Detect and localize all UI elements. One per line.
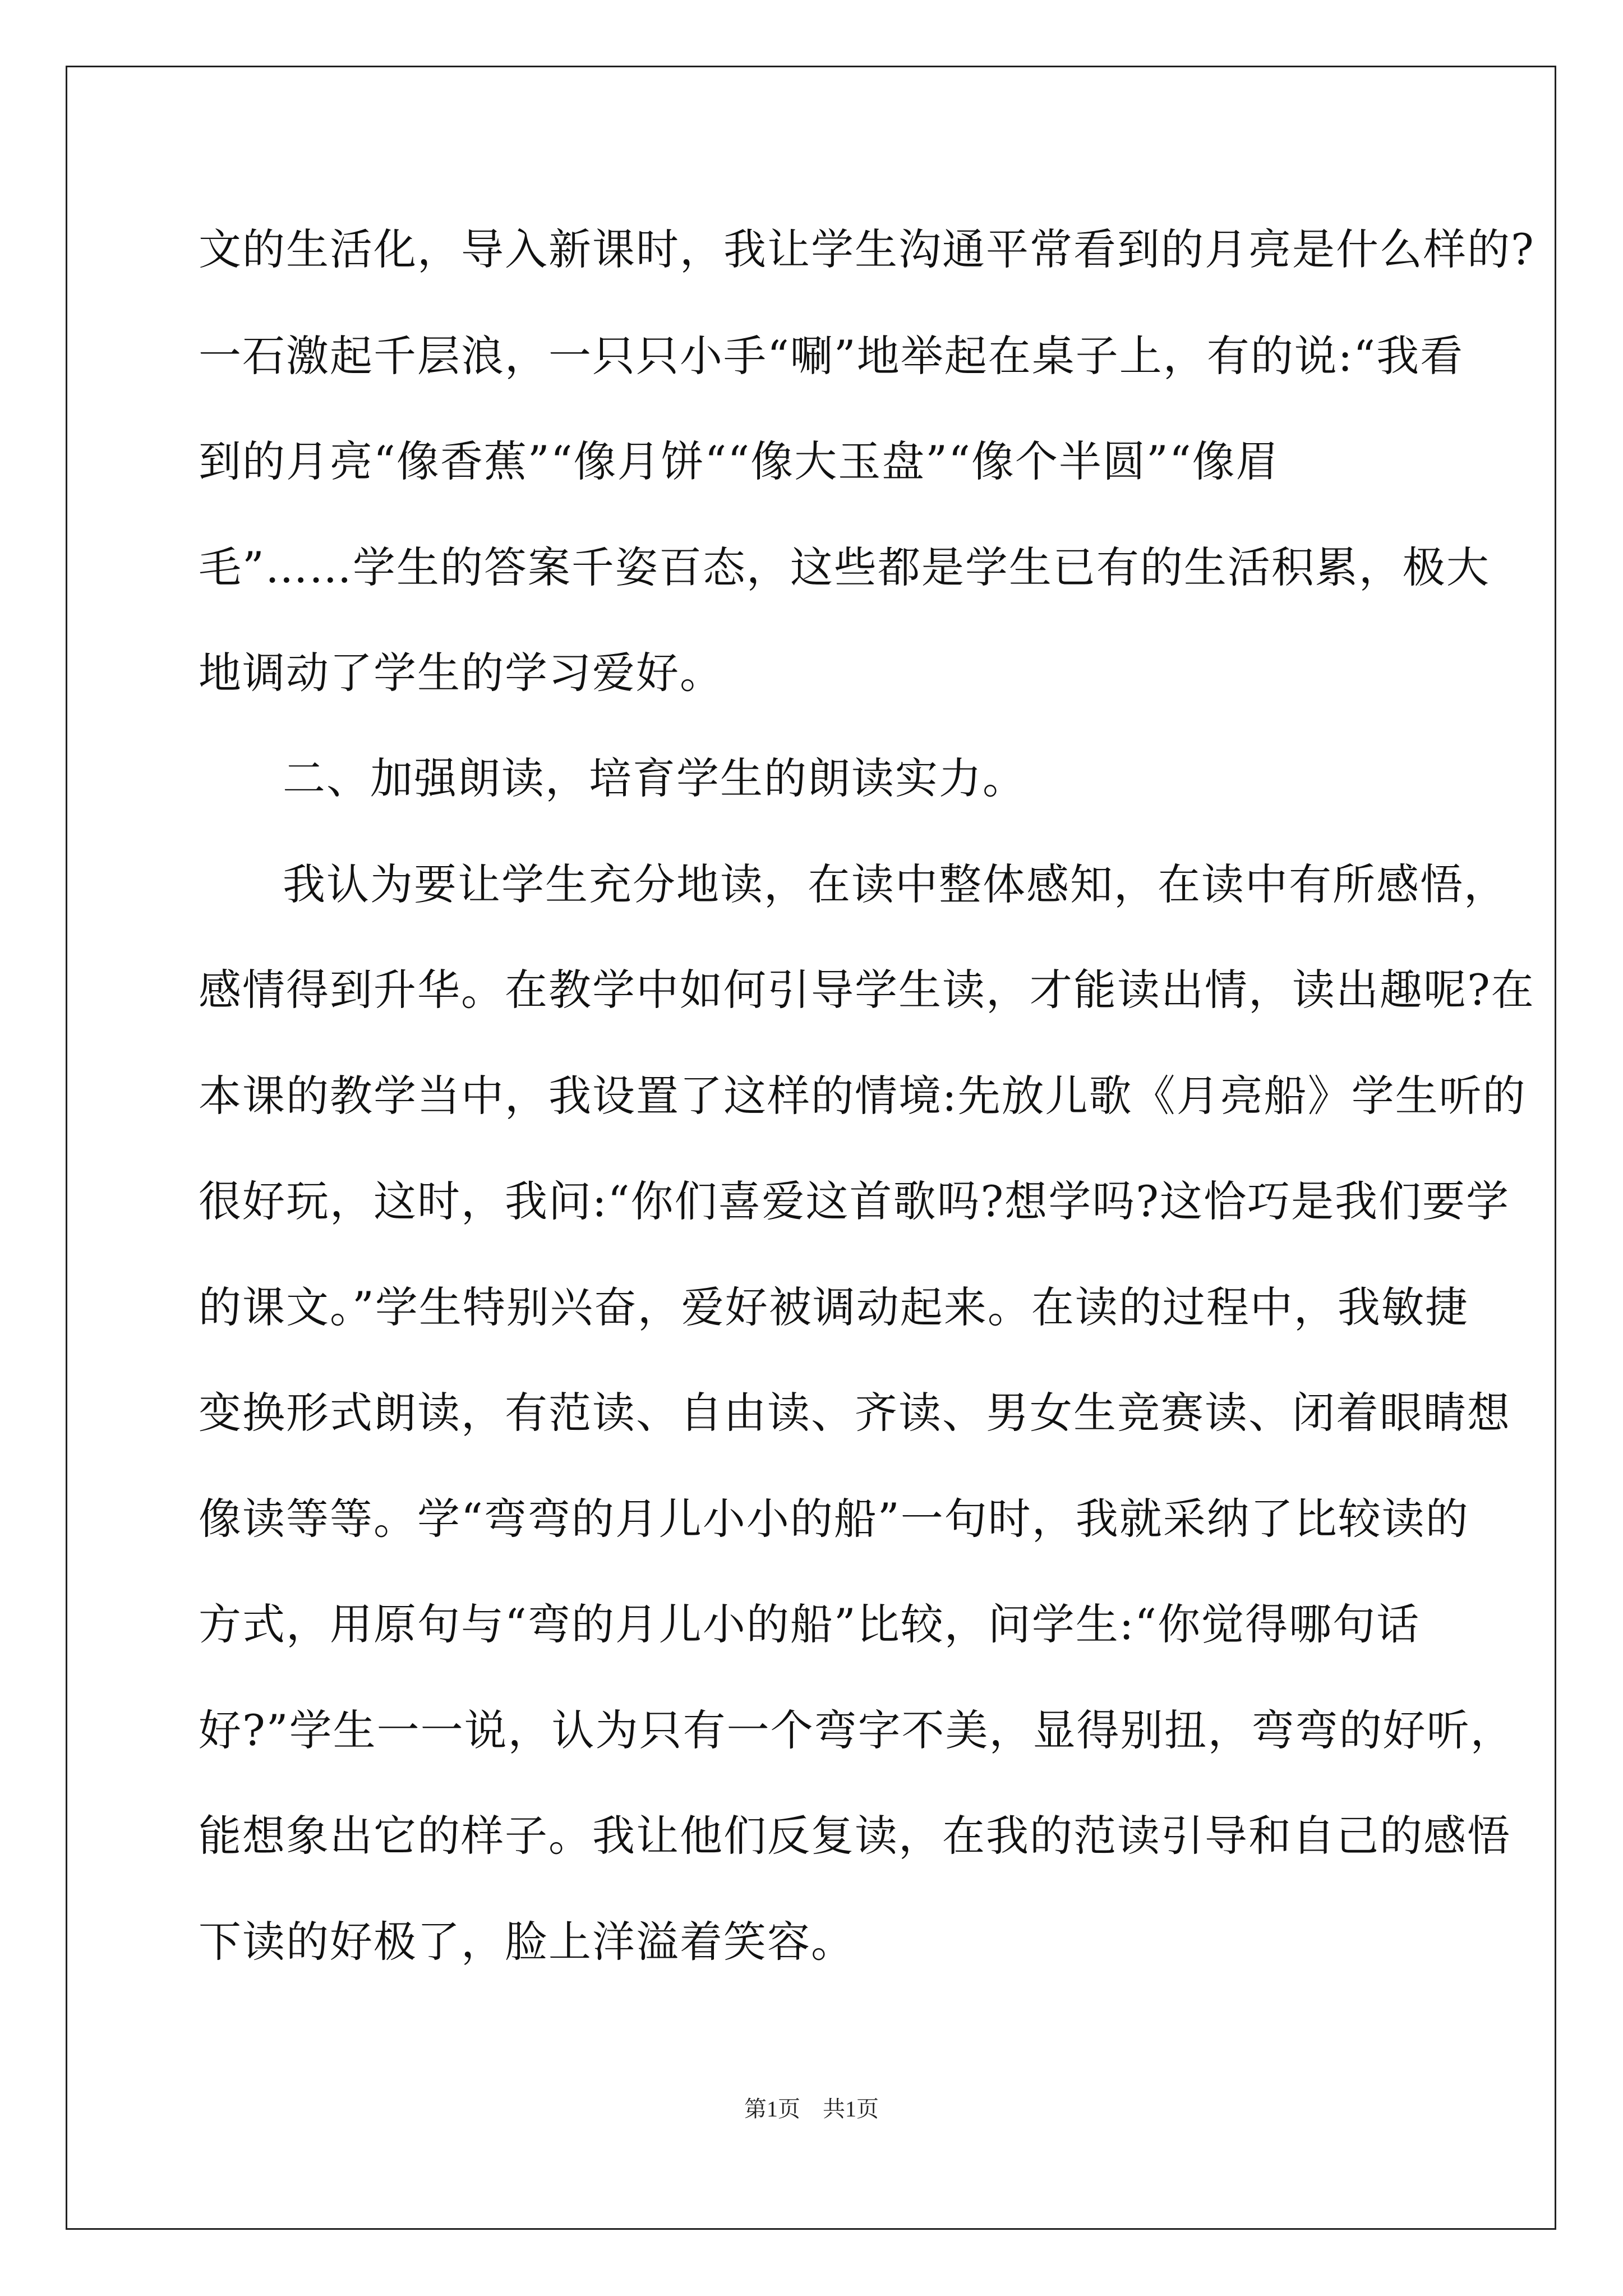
text-line: 我认为要让学生充分地读，在读中整体感知，在读中有所感悟， bbox=[283, 859, 1507, 909]
text-line: 像读等等。学“弯弯的月儿小小的船”一句时，我就采纳了比较读的 bbox=[199, 1494, 1469, 1544]
text-line: 能想象出它的样子。我让他们反复读，在我的范读引导和自己的感悟 bbox=[199, 1811, 1511, 1861]
text-line: 变换形式朗读，有范读、自由读、齐读、男女生竞赛读、闭着眼睛想 bbox=[199, 1388, 1511, 1438]
text-line: 的课文。”学生特别兴奋，爱好被调动起来。在读的过程中，我敏捷 bbox=[199, 1282, 1469, 1332]
text-line: 地调动了学生的学习爱好。 bbox=[199, 648, 723, 698]
text-line: 毛”……学生的答案千姿百态，这些都是学生已有的生活积累，极大 bbox=[199, 542, 1490, 592]
text-line: 文的生活化，导入新课时，我让学生沟通平常看到的月亮是什么样的? bbox=[199, 224, 1535, 274]
text-line: 很好玩，这时，我问:“你们喜爱这首歌吗?想学吗?这恰巧是我们要学 bbox=[199, 1176, 1510, 1226]
text-line: 方式，用原句与“弯的月儿小的船”比较，问学生:“你觉得哪句话 bbox=[199, 1599, 1421, 1649]
text-line: 一石激起千层浪，一只只小手“唰”地举起在桌子上，有的说:“我看 bbox=[199, 331, 1464, 381]
text-line: 感情得到升华。在教学中如何引导学生读，才能读出情，读出趣呢?在 bbox=[199, 965, 1535, 1015]
text-line: 本课的教学当中，我设置了这样的情境:先放儿歌《月亮船》学生听的 bbox=[199, 1071, 1527, 1121]
page-border bbox=[66, 66, 1556, 2230]
page-number: 第1页 共1页 bbox=[744, 2096, 879, 2122]
section-heading: 二、加强朗读，培育学生的朗读实力。 bbox=[283, 753, 1026, 803]
text-line: 下读的好极了，脸上洋溢着笑容。 bbox=[199, 1917, 855, 1967]
text-line: 到的月亮“像香蕉”“像月饼““像大玉盘”“像个半圆”“像眉 bbox=[199, 436, 1280, 486]
text-line: 好?”学生一一说，认为只有一个弯字不美，显得别扭，弯弯的好听， bbox=[199, 1705, 1514, 1755]
